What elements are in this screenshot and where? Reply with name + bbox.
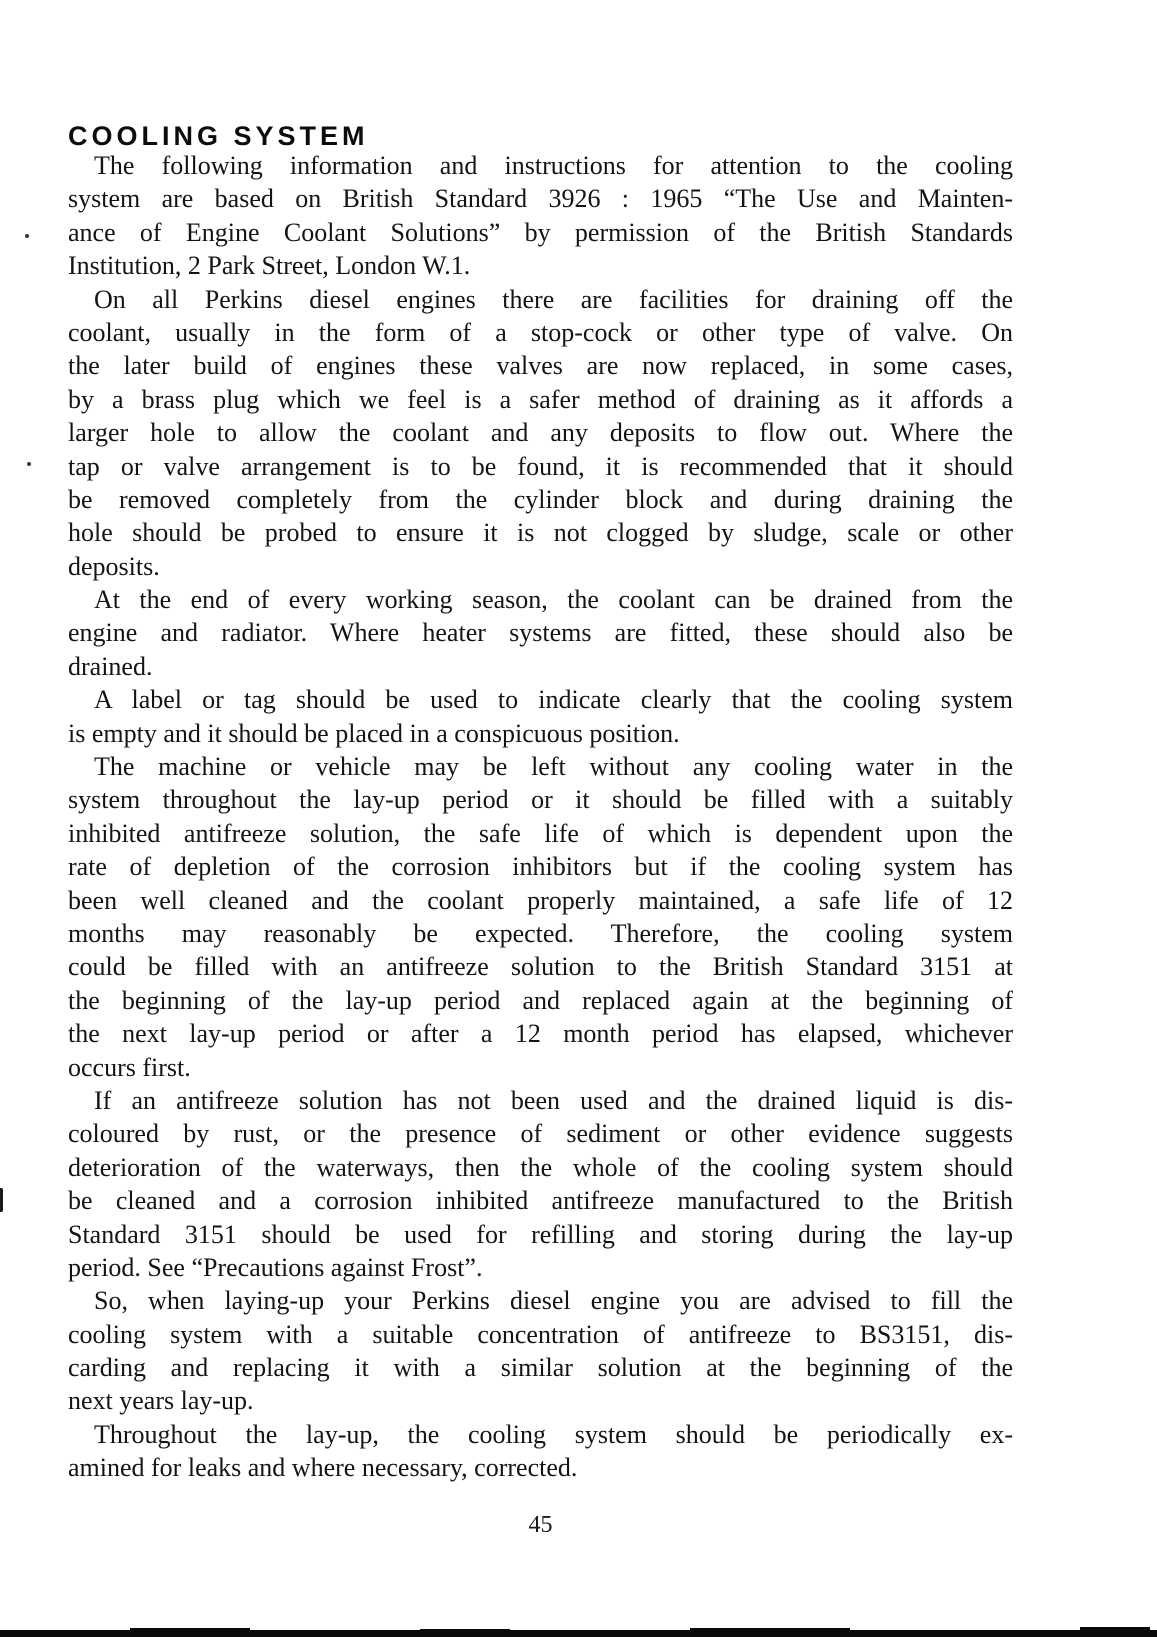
text-line: period. See “Precautions against Frost”. <box>68 1252 483 1282</box>
paragraph <box>68 1418 1013 1485</box>
text-line: deposits. <box>68 551 160 581</box>
text-line: The machine or vehicle may be left without any cooling water in the <box>94 752 1013 782</box>
text-line: been well cleaned and the coolant properly maintained, a safe life of 12 <box>68 885 1013 915</box>
text-line: larger hole to allow the coolant and any deposits to flow out. Where the <box>68 418 1013 448</box>
scan-edge-bar-bump <box>420 1629 510 1631</box>
text-line: drained. <box>68 651 153 681</box>
scan-edge-bar <box>0 1630 1157 1637</box>
paragraph <box>68 283 1013 584</box>
text-line: inhibited antifreeze solution, the safe life of which is dependent upon the <box>68 818 1013 848</box>
text-line: the next lay-up period or after a 12 month period has elapsed, whichever <box>68 1019 1013 1049</box>
text-line: Standard 3151 should be used for refilling and storing during the lay-up <box>68 1219 1013 1249</box>
text-line: the later build of engines these valves are now replaced, in some cases, <box>68 351 1013 381</box>
paragraph <box>68 149 1013 283</box>
text-line: be removed completely from the cylinder block and during draining the <box>68 484 1013 514</box>
scan-speck <box>25 234 29 238</box>
text-line: be cleaned and a corrosion inhibited antifreeze manufactured to the British <box>68 1186 1013 1216</box>
text-line: hole should be probed to ensure it is not clogged by sludge, scale or other <box>68 518 1013 548</box>
text-line: So, when laying-up your Perkins diesel engine you are advised to fill the <box>94 1286 1013 1316</box>
text-line: If an antifreeze solution has not been used and the drained liquid is dis- <box>94 1085 1013 1115</box>
text-line: On all Perkins diesel engines there are facilities for draining off the <box>94 284 1013 314</box>
paragraph <box>68 750 1013 1084</box>
text-line: is empty and it should be placed in a conspicuous position. <box>68 718 680 748</box>
scan-edge-bar-bump <box>1080 1627 1150 1631</box>
text-line: ance of Engine Coolant Solutions” by permission of the British Standards <box>68 217 1013 247</box>
text-line: next years lay-up. <box>68 1386 254 1416</box>
text-line: carding and replacing it with a similar solution at the beginning of the <box>68 1353 1013 1383</box>
text-line: amined for leaks and where necessary, corrected. <box>68 1453 578 1483</box>
text-line: Throughout the lay-up, the cooling system should be periodically ex- <box>94 1419 1013 1449</box>
text-line: could be filled with an antifreeze solution to the British Standard 3151 at <box>68 952 1013 982</box>
body-text <box>68 149 1013 1485</box>
text-line: coloured by rust, or the presence of sediment or other evidence suggests <box>68 1119 1013 1149</box>
scan-edge-bar-bump <box>130 1628 250 1631</box>
scan-edge-mark <box>0 1188 3 1212</box>
text-line: Institution, 2 Park Street, London W.1. <box>68 251 471 281</box>
text-line: rate of depletion of the corrosion inhibitors but if the cooling system has <box>68 852 1013 882</box>
text-line: deterioration of the waterways, then the whole of the cooling system should <box>68 1152 1013 1182</box>
text-line: system are based on British Standard 3926 : 1965 “The Use and Mainten- <box>68 184 1013 214</box>
text-line: the beginning of the lay-up period and replaced again at the beginning of <box>68 985 1013 1015</box>
page-number: 45 <box>528 1512 553 1538</box>
text-line: months may reasonably be expected. Therefore, the cooling system <box>68 918 1013 948</box>
scan-speck <box>27 462 31 466</box>
text-line: cooling system with a suitable concentration of antifreeze to BS3151, dis- <box>68 1319 1013 1349</box>
text-line: The following information and instructions for attention to the cooling <box>94 151 1013 180</box>
paragraph <box>68 1084 1013 1284</box>
paragraph <box>68 683 1013 750</box>
paragraph <box>68 1284 1013 1418</box>
scan-edge-bar-bump <box>690 1628 850 1631</box>
text-line: A label or tag should be used to indicate clearly that the cooling system <box>94 685 1013 715</box>
text-line: system throughout the lay-up period or it should be filled with a suitably <box>68 785 1013 815</box>
text-line: coolant, usually in the form of a stop-cock or other type of valve. On <box>68 317 1013 347</box>
text-line: tap or valve arrangement is to be found, it is recommended that it should <box>68 451 1013 481</box>
text-line: At the end of every working season, the coolant can be drained from the <box>94 585 1013 615</box>
page-title: COOLING SYSTEM <box>68 121 369 152</box>
text-line: engine and radiator. Where heater systems are fitted, these should also be <box>68 618 1013 648</box>
text-line: occurs first. <box>68 1052 191 1082</box>
paragraph <box>68 583 1013 683</box>
text-line: by a brass plug which we feel is a safer method of draining as it affords a <box>68 384 1013 414</box>
